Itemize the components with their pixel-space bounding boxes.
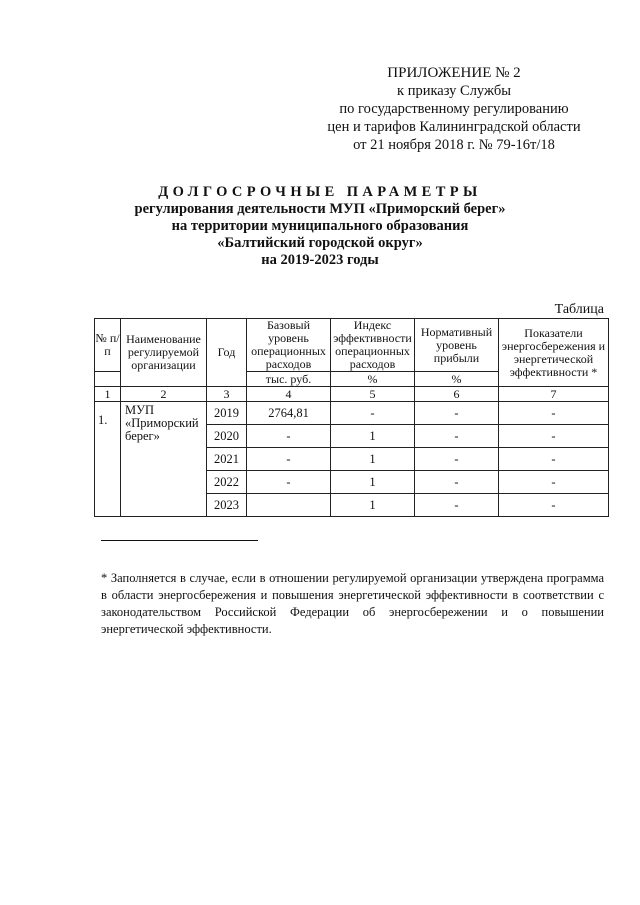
cell-base: - <box>247 471 331 494</box>
appendix-block <box>304 64 604 154</box>
table-header-row <box>95 319 609 372</box>
cell-energy: - <box>499 402 609 425</box>
col-number: 6 <box>415 387 499 402</box>
cell-energy: - <box>499 494 609 517</box>
column-numbers-row <box>95 387 609 402</box>
col-number: 7 <box>499 387 609 402</box>
heading-line: «Балтийский городской округ» <box>217 235 423 251</box>
header-year: Год <box>207 319 247 387</box>
col-number: 3 <box>207 387 247 402</box>
document-heading <box>120 184 520 269</box>
appendix-line: к приказу Службы <box>397 83 511 99</box>
cell-base: - <box>247 448 331 471</box>
unit-base: тыс. руб. <box>247 372 331 387</box>
header-no: № п/п <box>95 319 121 372</box>
heading-line: на 2019-2023 годы <box>261 252 379 268</box>
cell-base: 2764,81 <box>247 402 331 425</box>
cell-base <box>247 494 331 517</box>
cell-profit: - <box>415 471 499 494</box>
cell-year: 2019 <box>207 402 247 425</box>
footnote-divider <box>101 540 258 541</box>
cell-energy: - <box>499 425 609 448</box>
appendix-line: по государственному регулированию <box>339 101 569 117</box>
unit-profit: % <box>415 372 499 387</box>
cell-year: 2021 <box>207 448 247 471</box>
cell-year: 2023 <box>207 494 247 517</box>
table-label: Таблица <box>554 302 604 317</box>
appendix-line: цен и тарифов Калининградской области <box>327 119 581 135</box>
cell-energy: - <box>499 471 609 494</box>
col-number: 1 <box>95 387 121 402</box>
cell-profit: - <box>415 448 499 471</box>
cell-index: 1 <box>331 494 415 517</box>
cell-year: 2020 <box>207 425 247 448</box>
appendix-title: ПРИЛОЖЕНИЕ № 2 <box>387 65 521 81</box>
heading-line: регулирования деятельности МУП «Приморский берег» <box>134 201 506 217</box>
cell-profit: - <box>415 494 499 517</box>
col-number: 5 <box>331 387 415 402</box>
cell-year: 2022 <box>207 471 247 494</box>
cell-index: 1 <box>331 448 415 471</box>
header-base: Базовый уровень операционных расходов <box>247 319 331 372</box>
cell-index: - <box>331 402 415 425</box>
parameters-table <box>94 318 609 517</box>
unit-empty <box>95 372 121 387</box>
col-number: 2 <box>121 387 207 402</box>
header-energy: Показатели энергосбережения и энергетической эффективности * <box>499 319 609 387</box>
col-number: 4 <box>247 387 331 402</box>
cell-base: - <box>247 425 331 448</box>
cell-profit: - <box>415 425 499 448</box>
heading-line: на территории муниципального образования <box>171 218 469 234</box>
footnote: * Заполняется в случае, если в отношении регулируемой организации утверждена программа в области энергосбережения и повышения энергетической эффективности в соответствии с законодательством Российской Федерации об энергосбережении и о повышении энергетической эффективности. <box>101 571 604 636</box>
cell-index: 1 <box>331 471 415 494</box>
cell-profit: - <box>415 402 499 425</box>
header-profit: Нормативный уровень прибыли <box>415 319 499 372</box>
cell-energy: - <box>499 448 609 471</box>
org-name: МУП «Приморский берег» <box>121 402 207 517</box>
cell-index: 1 <box>331 425 415 448</box>
unit-index: % <box>331 372 415 387</box>
header-org: Наименование регулируемой организации <box>121 319 207 387</box>
row-index: 1. <box>95 402 121 517</box>
heading-title: ДОЛГОСРОЧНЫЕ ПАРАМЕТРЫ <box>158 184 482 200</box>
table-row <box>95 402 609 425</box>
header-index: Индекс эффективности операционных расходов <box>331 319 415 372</box>
appendix-line: от 21 ноября 2018 г. № 79-16т/18 <box>353 137 555 153</box>
